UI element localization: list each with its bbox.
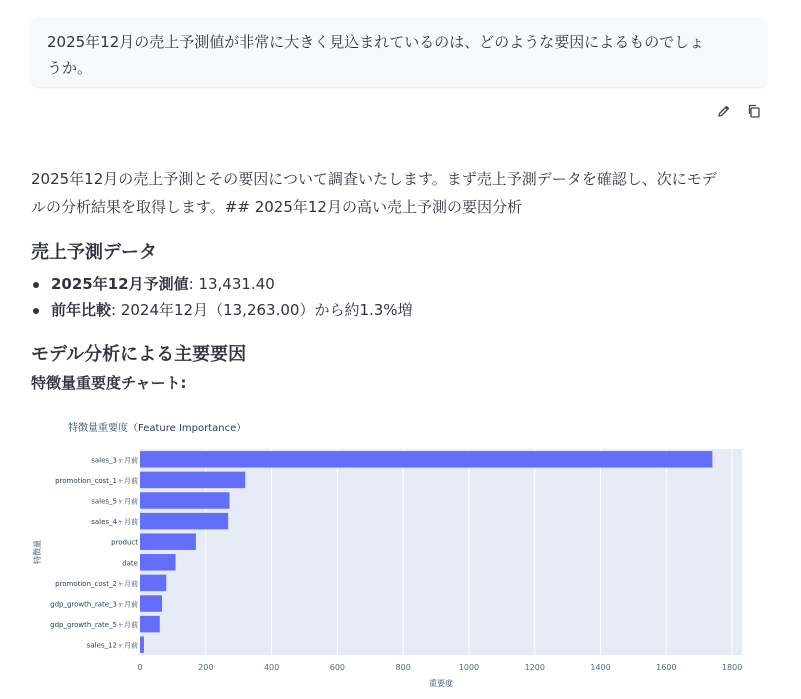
x-tick-label: 0	[137, 663, 143, 672]
bullet-label: 前年比較	[51, 301, 112, 319]
bullet-text: : 13,431.40	[188, 275, 275, 293]
pencil-icon[interactable]	[714, 101, 734, 121]
model-heading: モデル分析による主要要因	[31, 344, 247, 365]
x-tick-label: 800	[395, 663, 411, 672]
feature-importance-chart	[31, 412, 761, 692]
x-tick-label: 1600	[656, 663, 677, 672]
bar	[140, 492, 229, 508]
forecast-heading: 売上予測データ	[31, 242, 157, 263]
bar	[140, 616, 160, 632]
bar	[140, 575, 166, 591]
x-axis-label: 重要度	[429, 679, 453, 688]
bar	[140, 554, 176, 570]
x-tick-label: 200	[198, 663, 214, 672]
bar	[140, 451, 712, 467]
bar	[140, 533, 196, 549]
y-tick-label: sales_12ヶ月前	[86, 641, 138, 650]
y-tick-label: promotion_cost_1ヶ月前	[55, 476, 138, 485]
y-tick-label: sales_4ヶ月前	[91, 518, 138, 527]
y-tick-label: product	[111, 538, 138, 547]
y-axis-label: 特徴量	[33, 540, 42, 564]
y-tick-label: gdp_growth_rate_5ヶ月前	[50, 621, 138, 630]
copy-icon[interactable]	[744, 101, 764, 121]
assistant-answer	[31, 165, 771, 221]
y-tick-label: sales_5ヶ月前	[91, 497, 138, 506]
forecast-list	[31, 271, 413, 323]
x-tick-label: 1200	[524, 663, 545, 672]
answer-line-1: 2025年12月の売上予測とその要因について調査いたします。まず売上予測データを確認し、次にモデ	[31, 170, 717, 188]
bullet-label: 2025年12月予測値	[51, 275, 189, 293]
answer-line-2: ルの分析結果を取得します。## 2025年12月の高い売上予測の要因分析	[31, 198, 522, 216]
y-tick-label: promotion_cost_2ヶ月前	[55, 579, 138, 588]
y-tick-label: gdp_growth_rate_3ヶ月前	[50, 600, 138, 609]
user-message-line-1: 2025年12月の売上予測値が非常に大きく見込まれているのは、どのような要因によるものでしょ	[47, 33, 705, 51]
bar	[140, 513, 228, 529]
chart-title: 特徴量重要度（Feature Importance）	[68, 423, 247, 434]
x-tick-label: 600	[329, 663, 346, 672]
user-message	[31, 17, 767, 87]
y-tick-label: sales_3ヶ月前	[91, 456, 138, 465]
list-item	[31, 297, 413, 323]
bar	[140, 636, 144, 652]
x-tick-label: 400	[263, 663, 280, 672]
message-actions	[714, 101, 764, 121]
bullet-text: : 2024年12月（13,263.00）から約1.3%増	[111, 301, 413, 319]
x-tick-label: 1400	[590, 663, 611, 672]
chart-caption: 特徴量重要度チャート:	[31, 374, 187, 392]
x-tick-label: 1800	[721, 663, 743, 672]
user-message-line-2: うか。	[47, 59, 93, 77]
list-item	[31, 271, 413, 297]
bar	[140, 595, 162, 611]
x-tick-label: 1000	[458, 663, 480, 672]
y-tick-label: date	[122, 559, 138, 568]
bar	[140, 472, 245, 488]
